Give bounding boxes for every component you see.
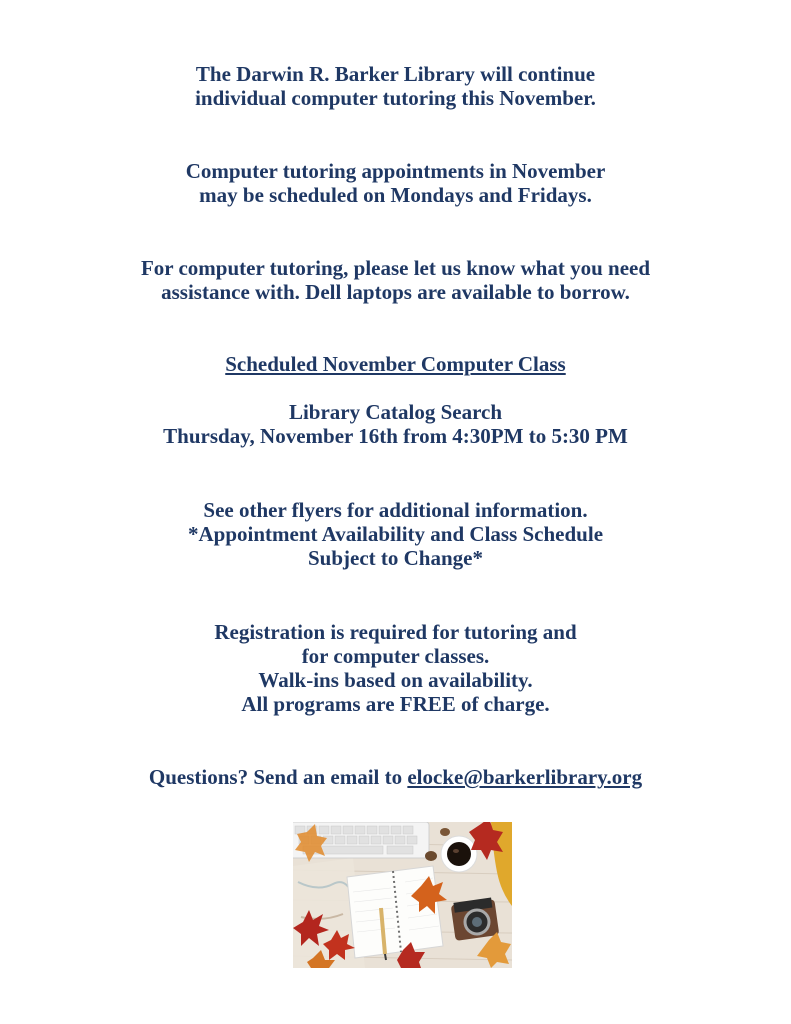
notice-line-2: *Appointment Availability and Class Schedule [187, 522, 604, 546]
tutoring-line-1: For computer tutoring, please let us know what you need [140, 256, 651, 280]
registration-line-2: for computer classes. [301, 644, 490, 668]
tutoring-paragraph [0, 256, 791, 304]
class-section [0, 352, 791, 448]
desk-photo-icon [293, 822, 512, 968]
camera-icon [451, 898, 500, 941]
registration-line-3: Walk-ins based on availability. [258, 668, 533, 692]
schedule-line-2: may be scheduled on Mondays and Fridays. [199, 183, 592, 207]
intro-line-1: The Darwin R. Barker Library will continue [195, 62, 596, 86]
registration-line-4: All programs are FREE of charge. [241, 692, 550, 716]
registration-paragraph [0, 620, 791, 716]
notice-line-1: See other flyers for additional information. [203, 498, 588, 522]
schedule-paragraph [0, 159, 791, 207]
schedule-line-1: Computer tutoring appointments in November [185, 159, 606, 183]
coffee-cup-icon [441, 836, 477, 872]
intro-paragraph [0, 62, 791, 110]
contact-line [0, 765, 791, 789]
notice-paragraph [0, 498, 791, 570]
contact-prefix: Questions? Send an email to [148, 765, 408, 789]
registration-line-1: Registration is required for tutoring and [214, 620, 577, 644]
class-heading: Scheduled November Computer Class [225, 352, 566, 376]
intro-line-2: individual computer tutoring this November. [195, 86, 596, 110]
notice-line-3: Subject to Change* [307, 546, 483, 570]
email-link[interactable]: elocke@barkerlibrary.org [407, 765, 643, 789]
class-name: Library Catalog Search [288, 400, 503, 424]
tutoring-line-2: assistance with. Dell laptops are available to borrow. [161, 280, 630, 304]
class-time: Thursday, November 16th from 4:30PM to 5:30 PM [163, 424, 628, 448]
